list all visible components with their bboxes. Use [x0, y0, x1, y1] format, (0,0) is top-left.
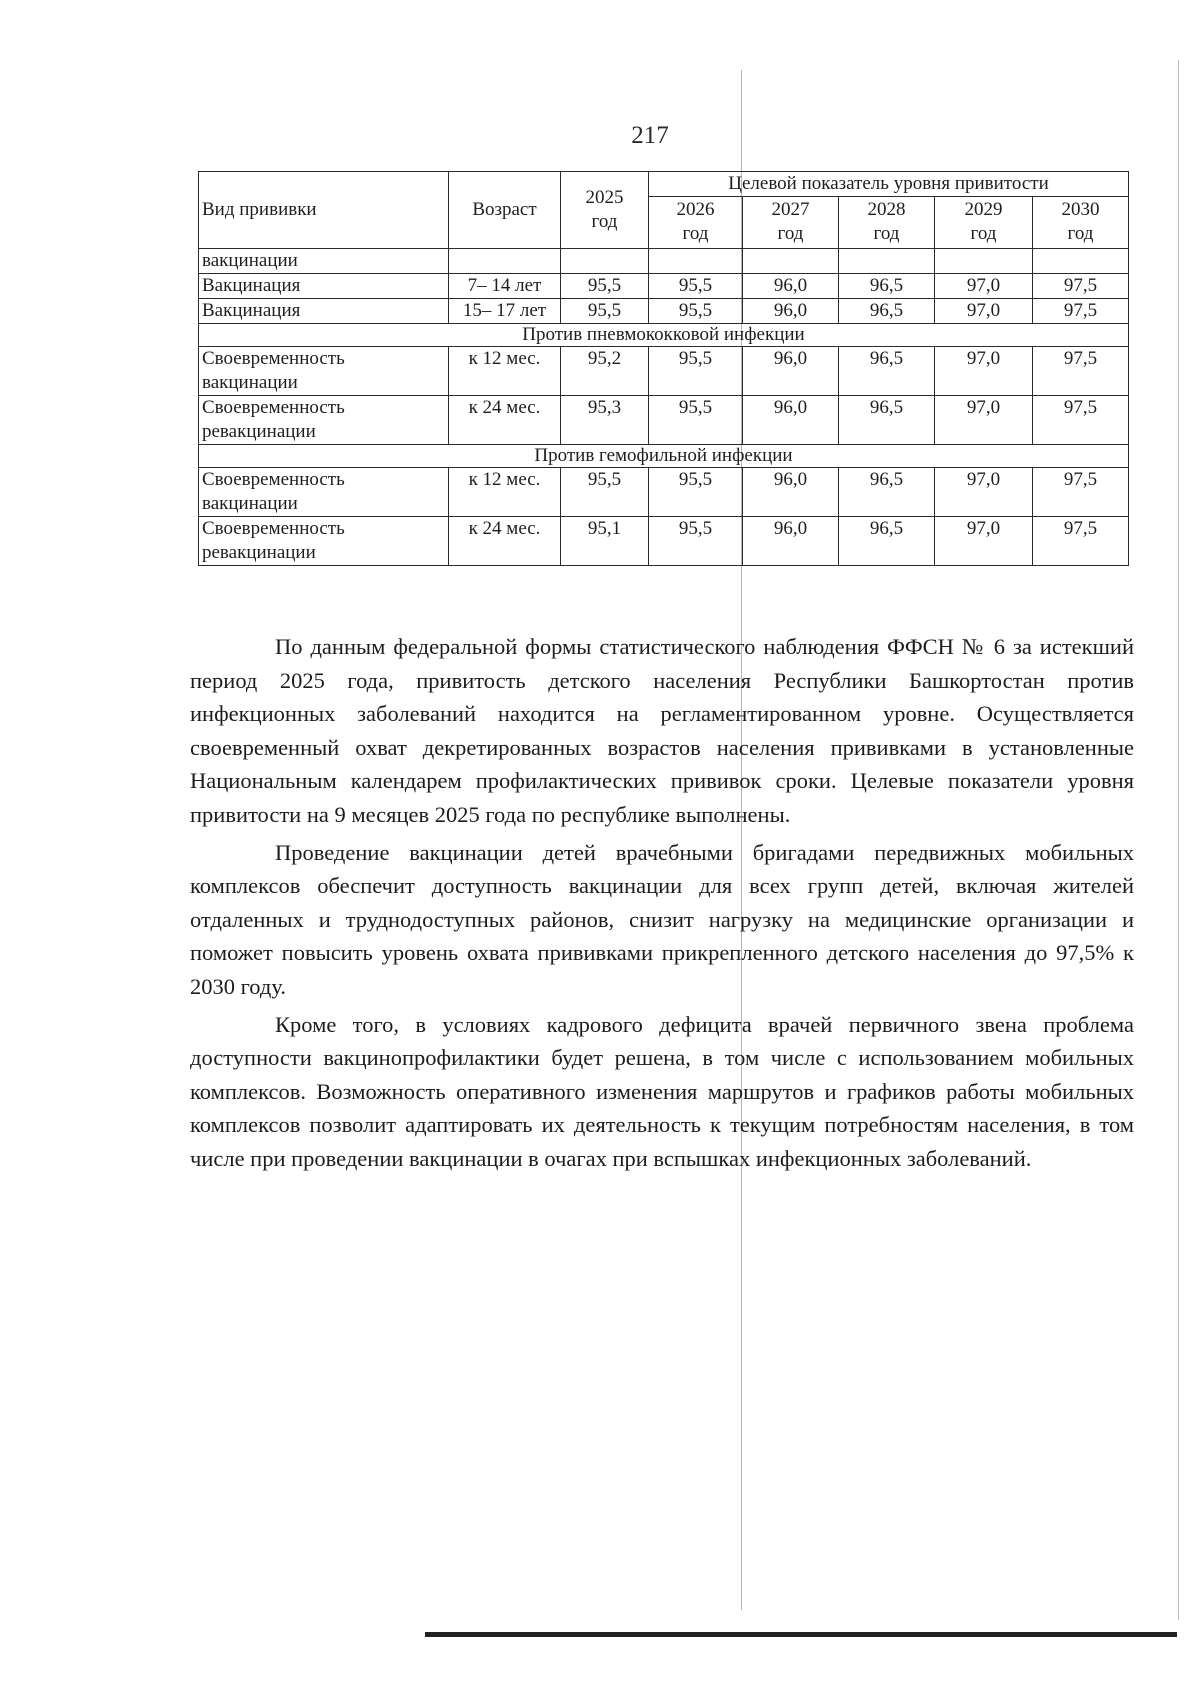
value-2030: 97,5 [1033, 517, 1129, 566]
paragraph: По данным федеральной формы статистического наблюдения ФФСН № 6 за истекший период 2025 года, привитость детского населения Республики Башкортостан против инфекционных заболеваний находится на регламентированном уровне. Осуществляется своевременный охват декретированных возрастов населения прививками в установленные Национальным календарем профилактических прививок сроки. Целевые показатели уровня привитости на 9 месяцев 2025 года по республике выполнены. [190, 634, 1134, 827]
value-2029: 97,0 [935, 468, 1033, 517]
value-2025: 95,5 [561, 299, 649, 324]
row-age: к 12 мес. [449, 347, 561, 396]
header-target-group: Целевой показатель уровня привитости [649, 172, 1129, 197]
row-age: 7– 14 лет [449, 274, 561, 299]
section-title-hib: Против гемофильной инфекции [199, 445, 1129, 468]
table-row [199, 347, 1129, 396]
scan-right-edge [1178, 60, 1179, 1620]
value-2028: 96,5 [839, 347, 935, 396]
empty-cell [1033, 249, 1129, 274]
table-row [199, 299, 1129, 324]
row-label: Вакцинация [199, 274, 449, 299]
value-2025: 95,1 [561, 517, 649, 566]
value-2027: 96,0 [743, 396, 839, 445]
row-label-line-2: вакцинации [202, 493, 298, 514]
header-2027-god: год [777, 223, 804, 245]
value-2029: 97,0 [935, 299, 1033, 324]
header-type: Вид прививки [199, 172, 449, 249]
value-2026: 95,5 [649, 274, 743, 299]
empty-cell [743, 249, 839, 274]
value-2029: 97,0 [935, 396, 1033, 445]
header-2029-year: 2029 [964, 199, 1003, 221]
value-2028: 96,5 [839, 299, 935, 324]
header-2028-year: 2028 [867, 199, 906, 221]
empty-cell [561, 249, 649, 274]
value-2028: 96,5 [839, 468, 935, 517]
value-2028: 96,5 [839, 517, 935, 566]
value-2026: 95,5 [649, 299, 743, 324]
row-age: к 12 мес. [449, 468, 561, 517]
empty-cell [649, 249, 743, 274]
header-2030-year: 2030 [1061, 199, 1100, 221]
value-2027: 96,0 [743, 347, 839, 396]
value-2027: 96,0 [743, 299, 839, 324]
value-2026: 95,5 [649, 347, 743, 396]
header-2026-god: год [682, 223, 709, 245]
table-row [199, 274, 1129, 299]
header-2030-god: год [1067, 223, 1094, 245]
header-2025-god: год [591, 211, 618, 232]
value-2028: 96,5 [839, 396, 935, 445]
value-2030: 97,5 [1033, 274, 1129, 299]
row-age: к 24 мес. [449, 396, 561, 445]
header-2025-year: 2025 [585, 187, 624, 208]
empty-cell [449, 249, 561, 274]
header-2025 [561, 172, 649, 249]
row-label [199, 347, 449, 396]
value-2025: 95,5 [561, 274, 649, 299]
row-label [199, 396, 449, 445]
page-number: 217 [631, 122, 669, 149]
continuation-label: вакцинации [199, 249, 449, 274]
paragraph: Кроме того, в условиях кадрового дефицита врачей первичного звена проблема доступности вакцинопрофилактики будет решена, в том числе с использованием мобильных комплексов. Возможность оперативного изменения маршрутов и графиков работы мобильных комплексов позволит адаптировать их деятельность к текущим потребностям населения, в том числе при проведении вакцинации в очагах при вспышках инфекционных заболеваний. [190, 1011, 1134, 1171]
value-2026: 95,5 [649, 468, 743, 517]
value-2026: 95,5 [649, 396, 743, 445]
header-2029 [935, 196, 1033, 248]
value-2030: 97,5 [1033, 396, 1129, 445]
value-2027: 96,0 [743, 274, 839, 299]
row-label-line-1: Своевременность [202, 397, 345, 418]
header-2026-year: 2026 [676, 199, 715, 221]
header-2027-year: 2027 [771, 199, 810, 221]
empty-cell [935, 249, 1033, 274]
row-label-line-2: вакцинации [202, 372, 298, 393]
header-2027 [743, 196, 839, 248]
value-2030: 97,5 [1033, 347, 1129, 396]
row-age: 15– 17 лет [449, 299, 561, 324]
row-label [199, 517, 449, 566]
value-2027: 96,0 [743, 468, 839, 517]
value-2029: 97,0 [935, 274, 1033, 299]
section-row-hib [199, 445, 1129, 468]
value-2030: 97,5 [1033, 299, 1129, 324]
value-2026: 95,5 [649, 517, 743, 566]
paragraph: Проведение вакцинации детей врачебными бригадами передвижных мобильных комплексов обеспечит доступность вакцинации для всех групп детей, включая жителей отдаленных и труднодоступных районов, снизит нагрузку на медицинские организации и поможет повысить уровень охвата прививками прикрепленного детского населения до 97,5% к 2030 году. [190, 839, 1134, 999]
table-row [199, 517, 1129, 566]
header-2030 [1033, 196, 1129, 248]
row-label-line-2: ревакцинации [202, 542, 316, 563]
header-2028-god: год [873, 223, 900, 245]
value-2030: 97,5 [1033, 468, 1129, 517]
header-2029-god: год [970, 223, 997, 245]
row-label: Вакцинация [199, 299, 449, 324]
value-2027: 96,0 [743, 517, 839, 566]
table-row [199, 468, 1129, 517]
value-2029: 97,0 [935, 347, 1033, 396]
row-age: к 24 мес. [449, 517, 561, 566]
body-text [190, 630, 1134, 1176]
row-label [199, 468, 449, 517]
vaccination-coverage-table [198, 171, 1129, 566]
header-2026 [649, 196, 743, 248]
scan-bottom-edge [425, 1632, 1177, 1637]
row-label-line-2: ревакцинации [202, 421, 316, 442]
value-2025: 95,3 [561, 396, 649, 445]
row-label-line-1: Своевременность [202, 518, 345, 539]
empty-cell [839, 249, 935, 274]
section-row-pneumo [199, 324, 1129, 347]
value-2028: 96,5 [839, 274, 935, 299]
value-2025: 95,2 [561, 347, 649, 396]
header-2028 [839, 196, 935, 248]
section-title-pneumo: Против пневмококковой инфекции [199, 324, 1129, 347]
header-age: Возраст [449, 172, 561, 249]
row-label-line-1: Своевременность [202, 348, 345, 369]
row-label-line-1: Своевременность [202, 469, 345, 490]
value-2025: 95,5 [561, 468, 649, 517]
table-row [199, 396, 1129, 445]
table-row [199, 249, 1129, 274]
table-header-row-1 [199, 172, 1129, 197]
value-2029: 97,0 [935, 517, 1033, 566]
